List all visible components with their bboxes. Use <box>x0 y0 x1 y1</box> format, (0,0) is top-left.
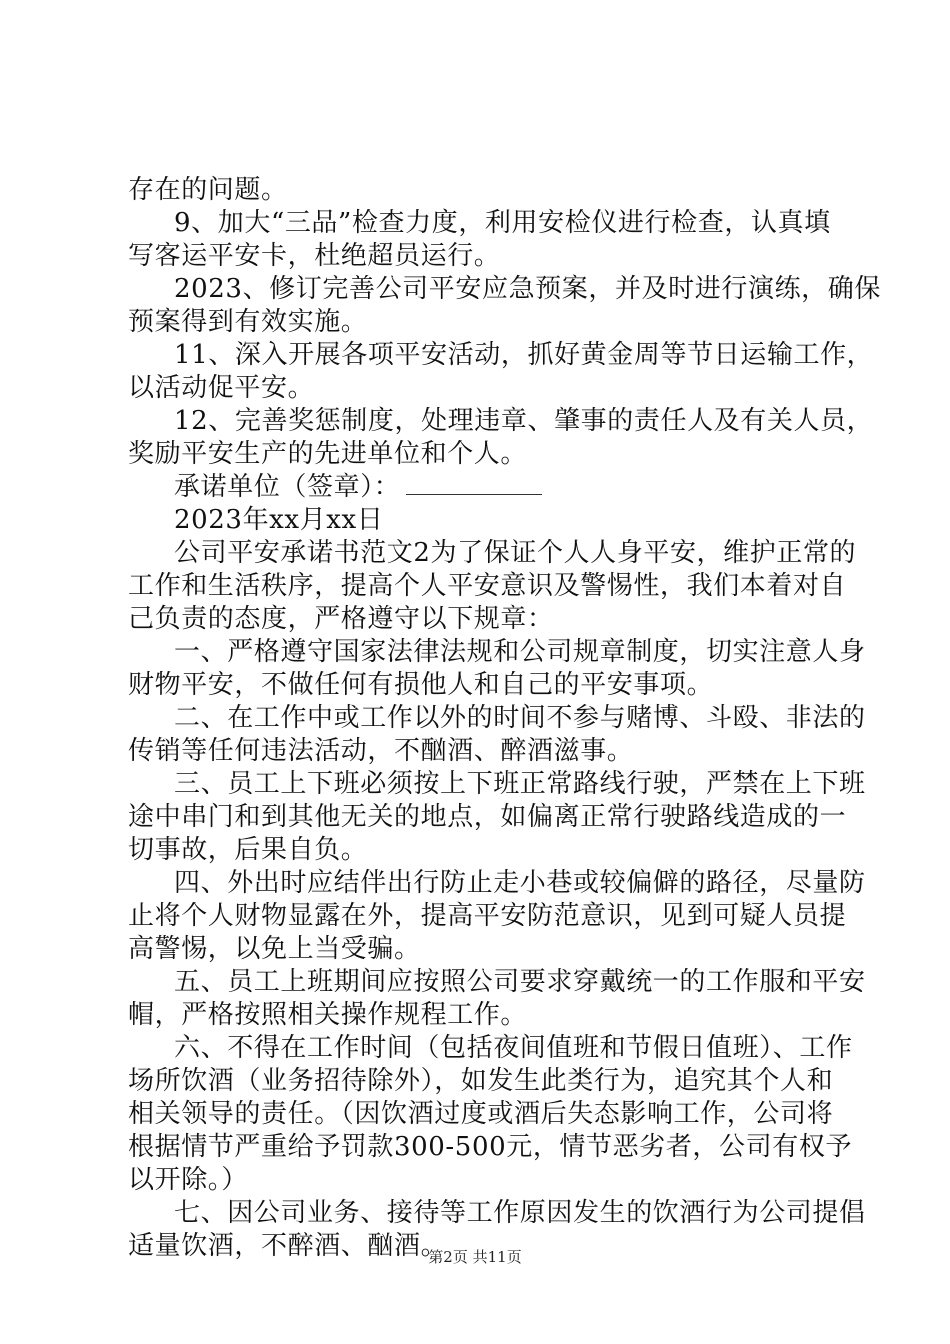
text-line: 2023、修订完善公司平安应急预案，并及时进行演练，确保 <box>174 274 881 304</box>
text-line: 切事故，后果自负。 <box>128 835 368 865</box>
text-line: 传销等任何违法活动，不酗酒、醉酒滋事。 <box>128 736 634 766</box>
text-line: 一、严格遵守国家法律法规和公司规章制度，切实注意人身 <box>174 637 866 667</box>
date-line: 2023年xx月xx日 <box>174 505 384 535</box>
text-line: 止将个人财物显露在外，提高平安防范意识，见到可疑人员提 <box>128 901 847 931</box>
text-line: 根据情节严重给予罚款300-500元，情节恶劣者，公司有权予 <box>128 1132 853 1162</box>
text-line: 12、完善奖惩制度，处理违章、肇事的责任人及有关人员， <box>174 406 874 436</box>
text-line: 以活动促平安。 <box>128 373 315 403</box>
text-line: 途中串门和到其他无关的地点，如偏离正常行驶路线造成的一 <box>128 802 847 832</box>
signature-blank <box>406 472 542 495</box>
text-line: 奖励平安生产的先进单位和个人。 <box>128 439 528 469</box>
text-line: 场所饮酒（业务招待除外），如发生此类行为，追究其个人和 <box>128 1066 834 1096</box>
text-line: 存在的问题。 <box>128 175 288 205</box>
text-line: 六、不得在工作时间（包括夜间值班和节假日值班）、工作 <box>174 1033 853 1063</box>
text-line: 11、深入开展各项平安活动，抓好黄金周等节日运输工作， <box>174 340 874 370</box>
text-line: 预案得到有效实施。 <box>128 307 368 337</box>
text-line: 七、因公司业务、接待等工作原因发生的饮酒行为公司提倡 <box>174 1198 866 1228</box>
text-line: 帽，严格按照相关操作规程工作。 <box>128 1000 528 1030</box>
text-line: 写客运平安卡，杜绝超员运行。 <box>128 241 501 271</box>
text-line: 工作和生活秩序，提高个人平安意识及警惕性，我们本着对自 <box>128 571 847 601</box>
text-line: 二、在工作中或工作以外的时间不参与赌博、斗殴、非法的 <box>174 703 866 733</box>
paragraph-block-2 <box>128 537 866 1263</box>
text-line: 适量饮酒，不醉酒、酗酒。 <box>128 1231 448 1261</box>
signature-label: 承诺单位（签章）： <box>174 472 401 502</box>
page-footer: 第2页 共11页 <box>428 1248 522 1266</box>
text-line: 五、员工上班期间应按照公司要求穿戴统一的工作服和平安 <box>174 967 866 997</box>
text-line: 三、员工上下班必须按上下班正常路线行驶，严禁在上下班 <box>174 769 866 799</box>
text-line: 高警惕，以免上当受骗。 <box>128 934 421 964</box>
text-line: 以开除。） <box>128 1165 249 1195</box>
text-line: 财物平安，不做任何有损他人和自己的平安事项。 <box>128 670 714 700</box>
text-line: 9、加大“三品”检查力度，利用安检仪进行检查，认真填 <box>174 208 831 238</box>
document-body <box>128 174 881 1263</box>
text-line: 四、外出时应结伴出行防止走小巷或较偏僻的路径，尽量防 <box>174 868 866 898</box>
text-line: 相关领导的责任。（因饮酒过度或酒后失态影响工作，公司将 <box>128 1099 834 1129</box>
text-line: 己负责的态度，严格遵守以下规章： <box>128 604 554 634</box>
text-line: 公司平安承诺书范文2为了保证个人人身平安，维护正常的 <box>174 538 857 568</box>
signature-line <box>128 471 832 504</box>
paragraph-block-1 <box>128 174 881 471</box>
